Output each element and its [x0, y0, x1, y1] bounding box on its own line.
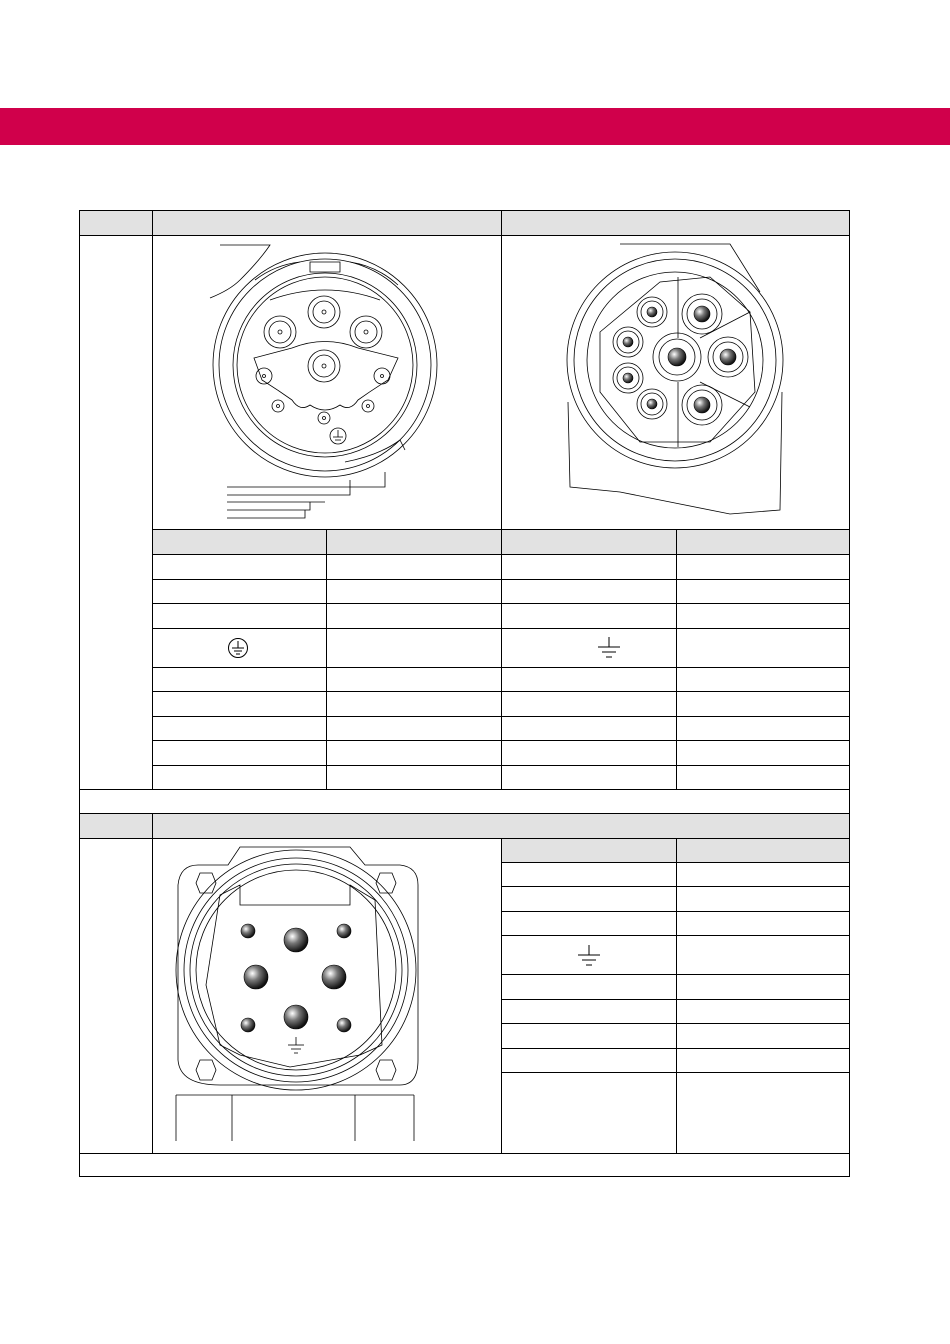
table2-side-label [80, 839, 152, 1153]
ground-icon [576, 944, 602, 968]
table2-header-col-b [153, 814, 849, 838]
table2-header-col-a [80, 814, 152, 838]
table1-footnote [80, 790, 849, 813]
protective-earth-icon [227, 637, 249, 659]
socket-face-drawing [560, 242, 790, 524]
table2-footnote [80, 1154, 849, 1176]
table2-pin-header-c1 [502, 839, 676, 862]
table1-header-col-a [80, 211, 152, 235]
header-color-band [0, 108, 950, 145]
table1-pin-header-c1 [153, 530, 326, 554]
table1-side-label [80, 236, 152, 789]
table1-pin-header-c3 [502, 530, 676, 554]
connector-face-drawing [200, 240, 450, 525]
table1-pin-header-c4 [677, 530, 849, 554]
ground-icon [596, 636, 622, 660]
table1-header-col-b [153, 211, 501, 235]
table1-pin-header-c2 [327, 530, 501, 554]
table2-pin-header-c2 [677, 839, 849, 862]
flange-socket-drawing [160, 845, 440, 1145]
table1-header-col-c [502, 211, 849, 235]
